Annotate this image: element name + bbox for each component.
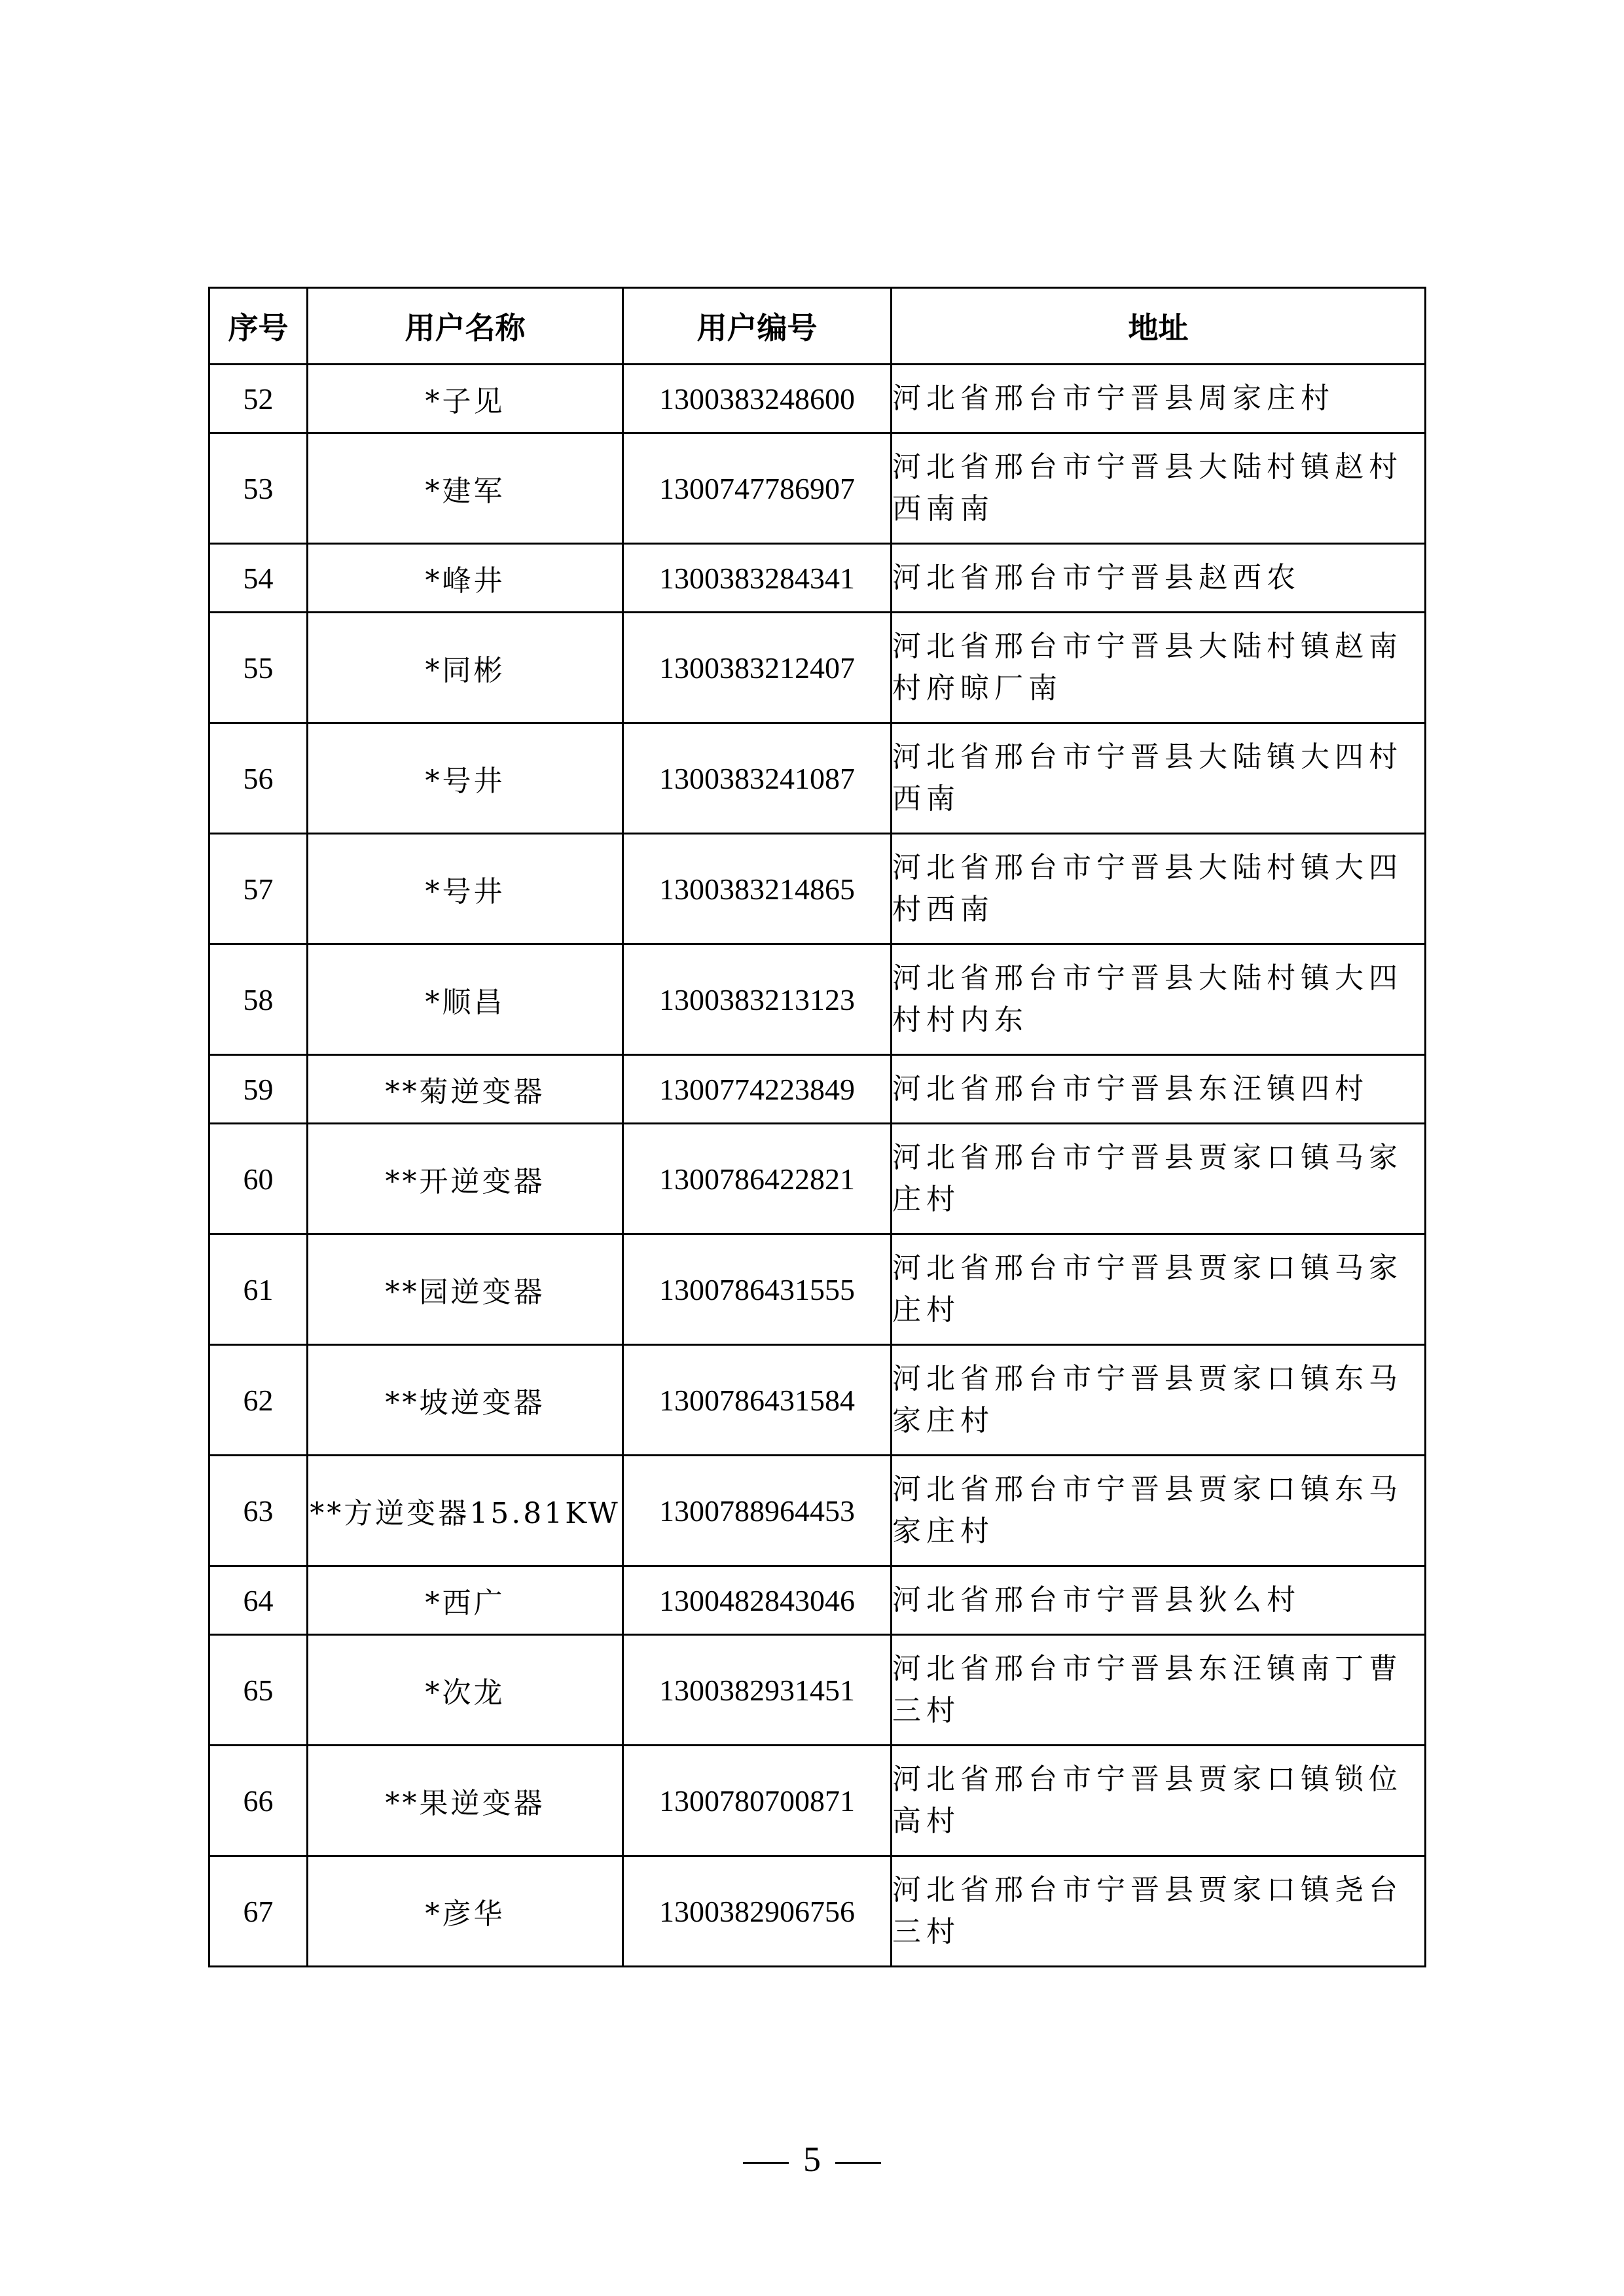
table-row (209, 365, 1426, 433)
cell-user-code: 1300382906756 (623, 1856, 892, 1967)
cell-user-code: 1300774223849 (623, 1055, 892, 1124)
cell-index: 62 (209, 1345, 308, 1456)
header-user-code: 用户编号 (623, 288, 892, 365)
cell-user-name: *彦华 (308, 1856, 623, 1967)
table-row (209, 1746, 1426, 1856)
cell-user-code: 1300383248600 (623, 365, 892, 433)
cell-user-code: 1300383213123 (623, 944, 892, 1055)
table-row (209, 1124, 1426, 1234)
cell-user-name: **开逆变器 (308, 1124, 623, 1234)
table-row (209, 944, 1426, 1055)
table-row (209, 544, 1426, 613)
cell-index: 67 (209, 1856, 308, 1967)
cell-user-name: **方逆变器15.81KW (308, 1456, 623, 1566)
cell-address: 河北省邢台市宁晋县东汪镇四村 (892, 1055, 1426, 1124)
table-header-row (209, 288, 1426, 365)
footer-dash-left (743, 2162, 789, 2164)
cell-user-name: *次龙 (308, 1635, 623, 1746)
cell-address: 河北省邢台市宁晋县贾家口镇锁位高村 (892, 1746, 1426, 1856)
cell-user-code: 1300786422821 (623, 1124, 892, 1234)
header-index: 序号 (209, 288, 308, 365)
table-row (209, 1456, 1426, 1566)
cell-index: 52 (209, 365, 308, 433)
cell-address: 河北省邢台市宁晋县贾家口镇东马家庄村 (892, 1456, 1426, 1566)
cell-user-code: 1300383214865 (623, 834, 892, 944)
cell-user-name: *峰井 (308, 544, 623, 613)
cell-user-code: 1300383212407 (623, 613, 892, 723)
cell-user-name: **果逆变器 (308, 1746, 623, 1856)
table-row (209, 1856, 1426, 1967)
cell-user-name: *号井 (308, 723, 623, 834)
cell-index: 59 (209, 1055, 308, 1124)
cell-index: 55 (209, 613, 308, 723)
cell-index: 53 (209, 433, 308, 544)
cell-address: 河北省邢台市宁晋县大陆村镇大四村村内东 (892, 944, 1426, 1055)
table-row (209, 1635, 1426, 1746)
cell-index: 58 (209, 944, 308, 1055)
cell-user-code: 1300780700871 (623, 1746, 892, 1856)
cell-index: 54 (209, 544, 308, 613)
user-table (208, 287, 1426, 1967)
table-row (209, 1345, 1426, 1456)
table-row (209, 723, 1426, 834)
cell-address: 河北省邢台市宁晋县贾家口镇尧台三村 (892, 1856, 1426, 1967)
cell-user-name: *号井 (308, 834, 623, 944)
cell-address: 河北省邢台市宁晋县东汪镇南丁曹三村 (892, 1635, 1426, 1746)
cell-address: 河北省邢台市宁晋县贾家口镇马家庄村 (892, 1234, 1426, 1345)
cell-address: 河北省邢台市宁晋县大陆村镇大四村西南 (892, 834, 1426, 944)
table-row (209, 1055, 1426, 1124)
page-footer (0, 2139, 1624, 2179)
cell-user-code: 1300786431584 (623, 1345, 892, 1456)
cell-user-code: 1300788964453 (623, 1456, 892, 1566)
table-row (209, 834, 1426, 944)
cell-user-name: **园逆变器 (308, 1234, 623, 1345)
table-row (209, 1234, 1426, 1345)
cell-user-name: *建军 (308, 433, 623, 544)
cell-index: 56 (209, 723, 308, 834)
cell-address: 河北省邢台市宁晋县大陆镇大四村西南 (892, 723, 1426, 834)
header-user-name: 用户名称 (308, 288, 623, 365)
cell-index: 65 (209, 1635, 308, 1746)
cell-user-code: 1300747786907 (623, 433, 892, 544)
cell-user-code: 1300786431555 (623, 1234, 892, 1345)
cell-index: 66 (209, 1746, 308, 1856)
cell-user-name: *顺昌 (308, 944, 623, 1055)
cell-address: 河北省邢台市宁晋县大陆村镇赵村西南南 (892, 433, 1426, 544)
cell-user-name: *同彬 (308, 613, 623, 723)
cell-index: 57 (209, 834, 308, 944)
footer-dash-right (835, 2162, 881, 2164)
header-address: 地址 (892, 288, 1426, 365)
cell-index: 64 (209, 1566, 308, 1635)
page-number: 5 (803, 2140, 821, 2179)
cell-address: 河北省邢台市宁晋县大陆村镇赵南村府晾厂南 (892, 613, 1426, 723)
table-row (209, 613, 1426, 723)
cell-user-code: 1300482843046 (623, 1566, 892, 1635)
cell-user-code: 1300382931451 (623, 1635, 892, 1746)
cell-user-code: 1300383284341 (623, 544, 892, 613)
cell-index: 61 (209, 1234, 308, 1345)
table-row (209, 433, 1426, 544)
cell-address: 河北省邢台市宁晋县周家庄村 (892, 365, 1426, 433)
cell-user-name: **坡逆变器 (308, 1345, 623, 1456)
cell-user-name: *子见 (308, 365, 623, 433)
cell-index: 63 (209, 1456, 308, 1566)
cell-user-name: *西广 (308, 1566, 623, 1635)
cell-address: 河北省邢台市宁晋县贾家口镇东马家庄村 (892, 1345, 1426, 1456)
table-body (209, 365, 1426, 1967)
cell-address: 河北省邢台市宁晋县贾家口镇马家庄村 (892, 1124, 1426, 1234)
cell-user-name: **菊逆变器 (308, 1055, 623, 1124)
cell-address: 河北省邢台市宁晋县赵西农 (892, 544, 1426, 613)
cell-address: 河北省邢台市宁晋县狄么村 (892, 1566, 1426, 1635)
cell-user-code: 1300383241087 (623, 723, 892, 834)
cell-index: 60 (209, 1124, 308, 1234)
table-row (209, 1566, 1426, 1635)
